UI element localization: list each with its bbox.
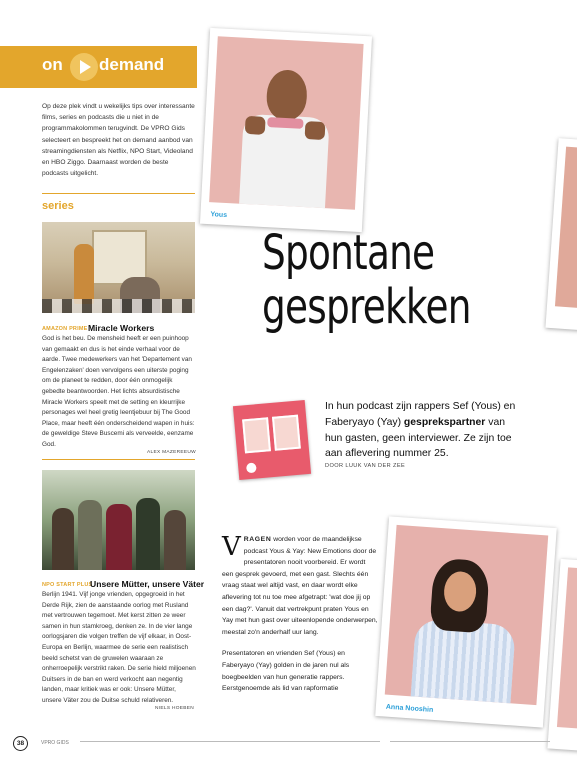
miracle-workers-photo: [42, 222, 195, 313]
intro-text: Op deze plek vindt u wekelijks tips over interessante films, series en podcasts die u niet in de programmakolommen terugvindt. De VPRO Gids selecteert en bespreekt het on demand aanbod van streamingdiensten als Netflix, NPO Start, Videoland en HBO Ziggo. Daarnaast worden de beste podcasts uitgelicht.: [42, 103, 195, 178]
drop-cap: V: [222, 532, 241, 562]
unsere-mutter-photo: [42, 470, 195, 570]
review1-author: ALEX MAZEREEUW: [147, 450, 196, 455]
page-number: 38: [13, 736, 28, 751]
banner-demand-label: demand: [99, 55, 165, 74]
play-icon: [70, 53, 98, 81]
review1-kicker: AMAZON PRIME: [42, 326, 88, 332]
headline: [262, 225, 471, 335]
headline-line-1: Spontane: [262, 225, 435, 281]
review1-title: Miracle Workers: [88, 323, 155, 333]
review2-body: Berlijn 1941. Vijf jonge vrienden, opgegroeid in het Derde Rijk, zien de aanstaande oorlog met Rusland met vertrouwen tegemoet. Met kerst zitten ze weer samen in hun stamkroeg, denken ze. In de vier lange oorlogsjaren die volgen treffen de vijf elkaar, in Oost-Europa en Berlijn, waarmee de serie een realistisch beeld schetst van de gruwelen waaraan ze onherroepelijk verstrikt raken. De serie hield miljoenen Duitsers in de ban en werd verkocht aan negentig landen, maar kritiek was er ook: Unsere Mütter, unsere Väter zou de Duitse schuld relativeren.: [42, 591, 196, 704]
review2-kicker: NPO START PLUS: [42, 582, 93, 588]
article-byline: DOOR LUUK VAN DER ZEE: [325, 463, 406, 469]
review1-body: God is het beu. De mensheid heeft er een puinhoop van gemaakt en dus is het einde verhaal voor de aarde. Twee medewerkers van het 'Departement van Engelenzaken' doen vervolgens een uiterste poging om de planeet te redden, door één onmogelijk gebedte beantwoorden. Het lichts absurdistische Miracle Workers speelt met de setting en kleurrijke personages wel heel gretig leentjebuur bij The Good Place, maar heeft één onderscheidend wapen in huis: de geweldige Steve Buscemi als verveelde, eenzame God.: [42, 335, 195, 448]
polaroid-anna: [375, 516, 557, 727]
polaroid-yous: [200, 28, 372, 232]
article-para-2: Presentatoren en vrienden Sef (Yous) en Faberyayo (Yay) golden in de jaren nul als boegbeelden van hun generatie rappers. Eerstgenoemde als lid van rapformatie: [222, 650, 350, 693]
section-label: series: [42, 200, 74, 212]
polaroid-partial-right: [545, 138, 577, 332]
article-body: VRAGEN worden voor de maandelijkse podcast Yous & Yay: New Emotions door de presentatoren nooit voorbereid. Er wordt een gesprek gevoerd, met een gast. Slechts één vraag staat wel altijd vast, en daar wordt elke aflevering tot nu toe mee afgetrapt: 'wat doe jij op een dag?'. Vanuit dat vertrekpunt praten Yous en Yay met hun gast over uiteenlopende onderwerpen, meestal zo'n anderhalf uur lang. Presentatoren en vrienden Sef (Yous) en Faberyayo (Yay) golden in de jaren nul als boegbeelden van hun generatie rappers. Eerstgenoemde als lid van rapformatie: [222, 534, 378, 695]
footer-rule-right: [390, 741, 550, 742]
yous-photo: [209, 36, 363, 209]
headline-line-2: gesprekken: [262, 279, 471, 335]
polaroid-anna-caption: Anna Nooshin: [385, 703, 434, 714]
review-divider: [42, 459, 195, 460]
on-demand-banner: [0, 46, 197, 88]
lede: In hun podcast zijn rappers Sef (Yous) en Faberyayo (Yay) gesprekspartner van hun gasten, geen interviewer. Ze zijn toe aan aflevering nummer 25.: [325, 401, 516, 460]
magazine-name: VPRO GIDS: [41, 740, 69, 746]
podcast-cover-image: [233, 400, 311, 480]
section-rule: [42, 193, 195, 194]
banner-on-label: on: [42, 55, 63, 74]
polaroid-yous-caption: Yous: [210, 211, 228, 220]
review2-title: Unsere Mütter, unsere Väter: [90, 579, 205, 589]
lede-bold: gesprekspartner: [403, 416, 486, 428]
review2-author: NIELS HOEBEN: [155, 706, 195, 711]
anna-photo: [385, 525, 548, 705]
footer-rule: [80, 741, 380, 742]
